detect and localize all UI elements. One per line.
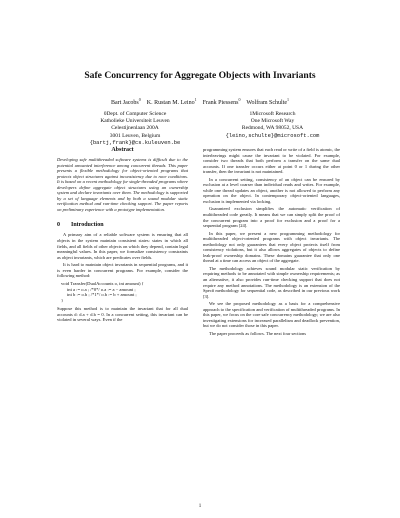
paper-title: Safe Concurrency for Aggregate Objects with Invariants xyxy=(84,70,316,81)
author-name: Wolfram Schulte$^1$ xyxy=(246,97,290,106)
email-address: {bartj,frank}@cs.kuleuven.be xyxy=(89,139,181,146)
author-name: K. Rustan M. Leino$^1$ xyxy=(146,97,197,106)
paragraph: We see the proposed methodology as a basis for a comprehensive approach to the specification and verification of multithreaded programs. In this paper, we focus on the core safe concurrency methodology; we are also investigating extensions for increased parallelism and deadlock prevention, but we do not consider those in this paper. xyxy=(203,301,340,329)
paragraph: In a concurrent setting, consistency of an object can be ensured by exclusion at a level coarser than individual reads and writes. For example, while one thread updates an object, another is not allowed to perform any operation on the object. In contemporary object-oriented languages, exclusion is implemented via locking. xyxy=(203,176,340,204)
paragraph: The paper proceeds as follows. The next four sections xyxy=(209,330,307,336)
section-heading: 0 Introduction xyxy=(57,222,104,229)
author-name: Frank Piessens$^0$ xyxy=(202,97,241,106)
code-line: int a := o.a ; /*0*/ o.a := a − amount ; xyxy=(67,286,136,292)
code-line: int b := o.b ; /*1*/ o.b := b + amount ; xyxy=(67,292,137,298)
paragraph: A primary aim of a reliable software system is ensuring that all objects in the system maintain consistent states: states in which all fields, and all fields of other objects on which they depend, contain legal meaningful values. In this paper, we formalize consistency constraints as object invariants, which are predicates over fields. xyxy=(57,232,188,260)
right-column xyxy=(203,147,340,339)
paragraph: It is hard to maintain object invariants in sequential programs, and it is even harder in concurrent programs. For example, consider the following method: xyxy=(57,262,188,279)
author-list xyxy=(0,97,400,106)
left-column xyxy=(57,147,188,325)
code-line: } xyxy=(61,298,64,304)
abstract-heading: Abstract xyxy=(111,147,134,153)
code-line: void Transfer(DualAccounts o, int amount) { xyxy=(61,280,144,286)
paragraph: Suppose this method is to maintain the invariant that for all dual accounts d: d.a + d.b = 0. In a concurrent setting, this invariant can be violated in several ways. Even if the xyxy=(57,306,188,323)
affiliation-microsoft: 1Microsoft Research One Microsoft Way Redmond, WA 98052, USA {leino,schulte}@microsoft.com xyxy=(205,111,340,140)
paragraph: programming system ensures that each read or write of a field is atomic, the interleavings might cause the invariant to be violated. For example, consider two threads that both perform a transfer on the same dual accounts. If one transfer occurs either at point 0 or 1 during the other transfer, then the invariant is not maintained. xyxy=(203,147,340,175)
code-listing xyxy=(61,281,188,304)
paragraph: Guaranteed exclusion simplifies the automatic verification of multithreaded code greatly. It means that we can simply split the proof of the concurrent program into a proof for exclusion and a proof for a sequential program [24]. xyxy=(203,206,340,229)
affiliation-leuven: 0Dept. of Computer Science Katholieke Universiteit Leuven Celestijnenlaan 200A 3001 Leuven, Belgium {bartj,frank}@cs.kuleuven.be xyxy=(70,111,200,147)
page-number: 1 xyxy=(198,504,202,509)
email-address: {leino,schulte}@microsoft.com xyxy=(225,132,320,139)
paragraph: In this paper, we present a new programming methodology for multithreaded object-oriented programs with object invariants. The methodology not only guarantees that every object protects itself from consistency violations, but it also allows aggregates of objects to define leak-proof ownership domains. These domains guarantee that only one thread at a time can access an object of the aggregate. xyxy=(203,230,340,264)
author-name: Bart Jacobs$^0$ xyxy=(110,97,141,106)
abstract-text: Developing safe multithreaded software systems is difficult due to the potential unwanted interference among concurrent threads. This paper presents a flexible methodology for object-oriented programs that protects object structures against inconsistency due to race conditions. It is based on a recent methodology for single-threaded programs where developers define aggregate object structures using an ownership system and declare invariants over them. The methodology is supported by a set of language elements and by both a sound modular static verification method and run-time checking support. The paper reports on preliminary experience with a prototype implementation. xyxy=(57,157,188,212)
paragraph: The methodology achieves sound modular static verification by requiring methods to be annotated with simple ownership requirements; as an alternative, it also provides run-time checking support that does not require any method annotations. The methodology is an extension of the Spec# methodology for sequential code, as described in our previous work [3]. xyxy=(203,265,340,299)
